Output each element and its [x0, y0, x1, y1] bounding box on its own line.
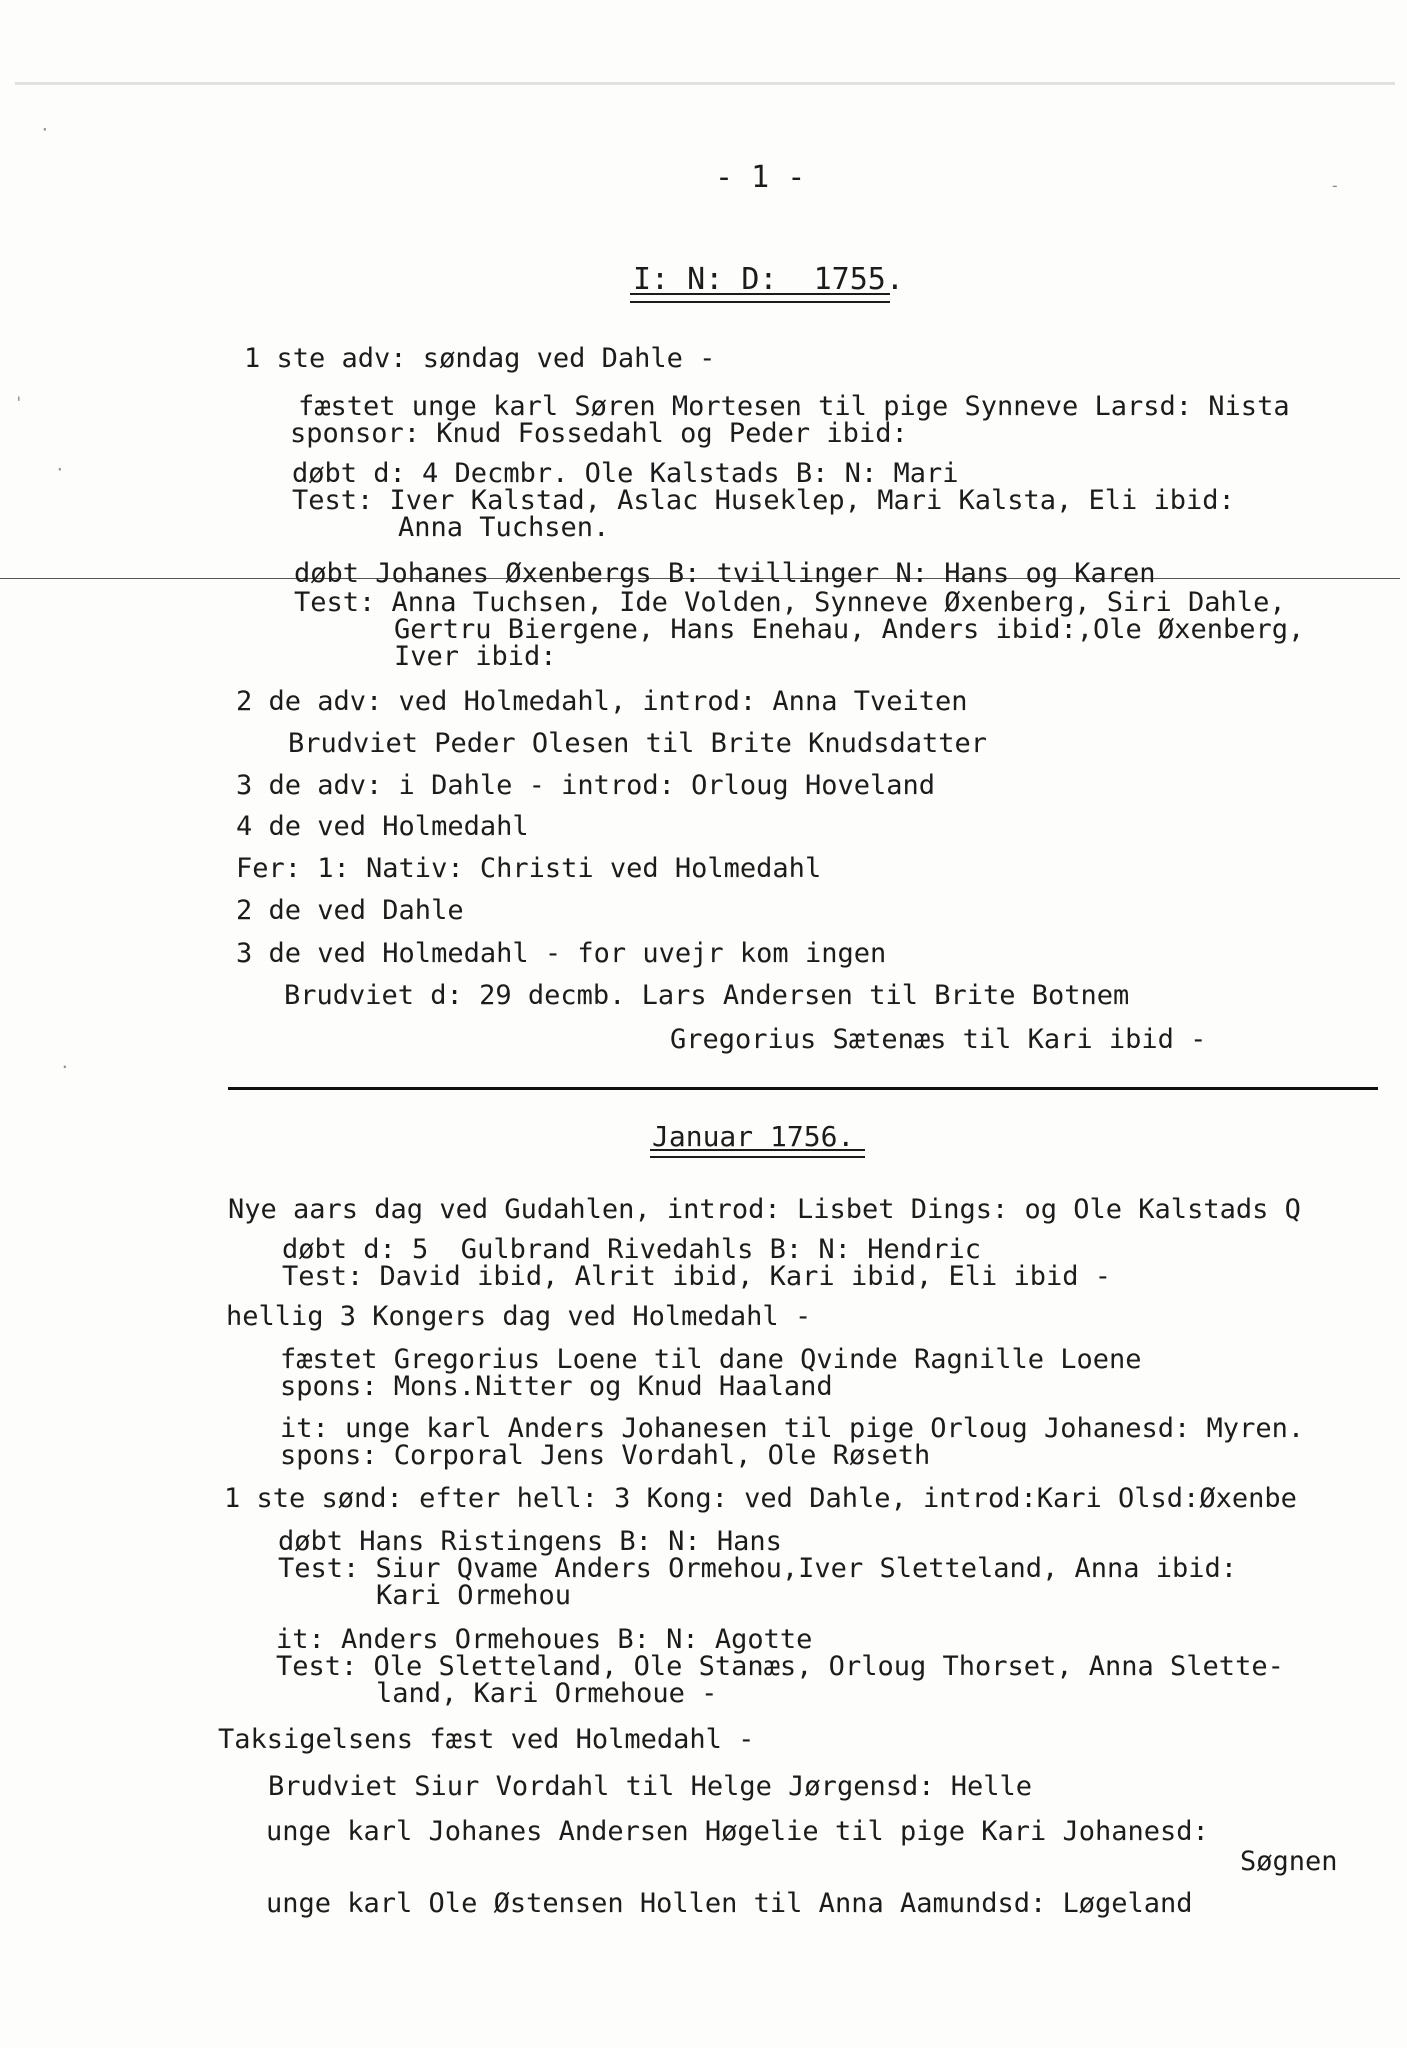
entry-line: unge karl Johanes Andersen Høgelie til pige Kari Johanesd: [266, 1816, 1209, 1847]
register-title: I: N: D: 1755. [633, 262, 904, 297]
entry-line: Kari Ormehou [376, 1580, 572, 1611]
entry-line: Brudviet Peder Olesen til Brite Knudsdatter [288, 728, 987, 759]
page-number: - 1 - [715, 160, 806, 195]
entry-line: Test: Iver Kalstad, Aslac Huseklep, Mari Kalsta, Eli ibid: [292, 485, 1235, 516]
entry-line: Søgnen [1240, 1846, 1338, 1877]
entry-line: 4 de ved Holmedahl [236, 811, 529, 842]
entry-line: Test: Siur Qvame Anders Ormehou,Iver Sletteland, Anna ibid: [278, 1553, 1238, 1584]
month-double-underline [650, 1149, 865, 1158]
entry-line: it: Anders Ormehoues B: N: Agotte [276, 1624, 813, 1655]
entry-line: Test: David ibid, Alrit ibid, Kari ibid, Eli ibid - [282, 1261, 1112, 1292]
entry-line: døbt d: 5 Gulbrand Rivedahls B: N: Hendric [282, 1234, 981, 1265]
entry-line: Nye aars dag ved Gudahlen, introd: Lisbet Dings: og Ole Kalstads Q [228, 1194, 1301, 1225]
entry-line: døbt Hans Ristingens B: N: Hans [278, 1526, 782, 1557]
entry-line: spons: Corporal Jens Vordahl, Ole Røseth [280, 1440, 931, 1471]
entry-line: Taksigelsens fæst ved Holmedahl - [218, 1724, 755, 1755]
entry-line: land, Kari Ormehoue - [376, 1678, 718, 1709]
entry-line: 3 de ved Holmedahl - for uvejr kom ingen [236, 938, 887, 969]
scan-speck: · [55, 460, 65, 479]
entry-line: sponsor: Knud Fossedahl og Peder ibid: [290, 418, 908, 449]
scan-speck: · [40, 120, 50, 139]
entry-line: døbt d: 4 Decmbr. Ole Kalstads B: N: Mari [292, 458, 959, 489]
entry-line: spons: Mons.Nitter og Knud Haaland [280, 1371, 833, 1402]
scan-top-edge [15, 82, 1395, 85]
entry-line: unge karl Ole Østensen Hollen til Anna Aamundsd: Løgeland [266, 1888, 1193, 1919]
entry-line: Iver ibid: [394, 641, 557, 672]
entry-line: 1 ste adv: søndag ved Dahle - [244, 343, 716, 374]
title-double-underline [630, 293, 890, 303]
scan-speck: - [1330, 176, 1340, 195]
entry-line: fæstet unge karl Søren Mortesen til pige Synneve Larsd: Nista [298, 391, 1290, 422]
entry-line: hellig 3 Kongers dag ved Holmedahl - [226, 1301, 812, 1332]
entry-line: it: unge karl Anders Johanesen til pige Orloug Johanesd: Myren. [280, 1413, 1305, 1444]
entry-line: døbt Johanes Øxenbergs B: tvillinger N: Hans og Karen [294, 558, 1156, 589]
entry-line: Anna Tuchsen. [398, 512, 610, 543]
entry-line: Test: Anna Tuchsen, Ide Volden, Synneve Øxenberg, Siri Dahle, [294, 587, 1286, 618]
entry-line: 2 de ved Dahle [236, 895, 464, 926]
entry-line: Fer: 1: Nativ: Christi ved Holmedahl [236, 853, 822, 884]
entry-line: Brudviet d: 29 decmb. Lars Andersen til Brite Botnem [284, 980, 1130, 1011]
entry-line: Gertru Biergene, Hans Enehau, Anders ibid:,Ole Øxenberg, [394, 614, 1305, 645]
entry-line: fæstet Gregorius Loene til dane Qvinde Ragnille Loene [280, 1344, 1142, 1375]
entry-line: Test: Ole Sletteland, Ole Stanæs, Orloug Thorset, Anna Slette- [276, 1651, 1284, 1682]
scan-speck: . [60, 1053, 70, 1072]
entry-line: Brudviet Siur Vordahl til Helge Jørgensd: Helle [268, 1771, 1033, 1802]
scan-speck: ' [14, 393, 24, 412]
entry-line: Gregorius Sætenæs til Kari ibid - [670, 1024, 1207, 1055]
entry-line: 1 ste sønd: efter hell: 3 Kong: ved Dahle, introd:Kari Olsd:Øxenbe [224, 1483, 1297, 1514]
entry-line: 3 de adv: i Dahle - introd: Orloug Hoveland [236, 770, 935, 801]
month-heading: Januar 1756. [652, 1120, 855, 1153]
section-separator [228, 1087, 1378, 1090]
entry-line: 2 de adv: ved Holmedahl, introd: Anna Tveiten [236, 686, 968, 717]
